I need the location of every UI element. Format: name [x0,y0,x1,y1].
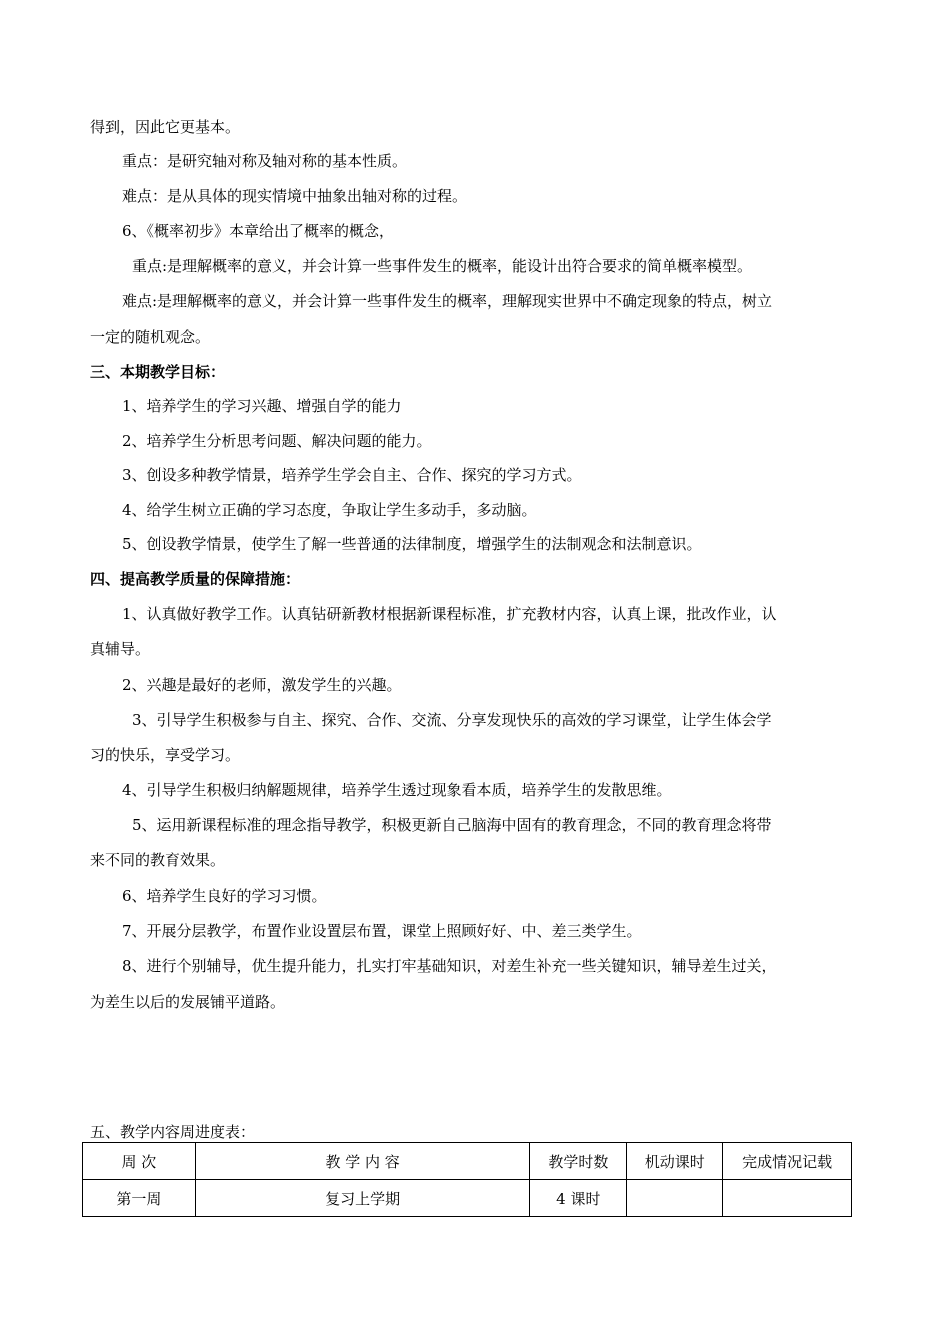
header-hours: 教学时数 [530,1143,627,1180]
paragraph-line: 1、认真做好教学工作。认真钻研新教材根据新课程标准，扩充教材内容，认真上课，批改作业，认 [122,605,777,623]
header-flex-hours: 机动课时 [627,1143,723,1180]
paragraph-line: 真辅导。 [90,640,151,658]
paragraph-line: 6、《概率初步》本章给出了概率的概念， [122,222,395,240]
paragraph-line: 习的快乐，享受学习。 [90,746,241,764]
paragraph-line: 3、创设多种教学情景，培养学生学会自主、合作、探究的学习方式。 [122,466,582,484]
paragraph-line: 8、进行个别辅导，优生提升能力，扎实打牢基础知识，对差生补充一些关键知识，辅导差生过关， [122,957,777,975]
header-completion: 完成情况记载 [723,1143,852,1180]
paragraph-line: 来不同的教育效果。 [90,851,226,869]
paragraph-line: 重点:是理解概率的意义，并会计算一些事件发生的概率，能设计出符合要求的简单概率模型。 [132,257,753,275]
paragraph-line: 难点:是理解概率的意义，并会计算一些事件发生的概率，理解现实世界中不确定现象的特点，树立 [122,292,773,310]
paragraph-line: 5、创设教学情景，使学生了解一些普通的法律制度，增强学生的法制观念和法制意识。 [122,535,702,553]
cell-completion [723,1180,852,1217]
schedule-table [82,1142,852,1217]
header-content: 教 学 内 容 [195,1143,530,1180]
paragraph-line: 5、运用新课程标准的理念指导教学，积极更新自己脑海中固有的教育理念，不同的教育理念将带 [132,816,772,834]
paragraph-line: 2、培养学生分析思考问题、解决问题的能力。 [122,432,432,450]
section-heading: 四、提高教学质量的保障措施： [90,570,301,588]
cell-week: 第一周 [83,1180,196,1217]
paragraph-line: 一定的随机观念。 [90,328,211,346]
paragraph-line: 4、给学生树立正确的学习态度，争取让学生多动手，多动脑。 [122,501,537,519]
section-heading: 三、本期教学目标： [90,363,226,381]
paragraph-line: 1、培养学生的学习兴趣、增强自学的能力 [122,397,402,415]
paragraph-line: 重点：是研究轴对称及轴对称的基本性质。 [122,152,408,170]
paragraph-line: 为差生以后的发展铺平道路。 [90,993,286,1011]
cell-hours: 4 课时 [530,1180,627,1217]
header-week: 周 次 [83,1143,196,1180]
paragraph-line: 6、培养学生良好的学习习惯。 [122,887,327,905]
table-row [83,1180,852,1217]
table-header-row [83,1143,852,1180]
cell-content: 复习上学期 [195,1180,530,1217]
paragraph-line: 难点：是从具体的现实情境中抽象出轴对称的过程。 [122,187,468,205]
cell-flex-hours [627,1180,723,1217]
paragraph-line: 3、引导学生积极参与自主、探究、合作、交流、分享发现快乐的高效的学习课堂，让学生体会学 [132,711,772,729]
paragraph-line: 4、引导学生积极归纳解题规律，培养学生透过现象看本质，培养学生的发散思维。 [122,781,672,799]
paragraph-line: 2、兴趣是最好的老师，激发学生的兴趣。 [122,676,402,694]
paragraph-line: 得到，因此它更基本。 [90,118,241,136]
paragraph-line: 7、开展分层教学，布置作业设置层布置，课堂上照顾好好、中、差三类学生。 [122,922,642,940]
section-5-title: 五、教学内容周进度表： [90,1123,256,1141]
